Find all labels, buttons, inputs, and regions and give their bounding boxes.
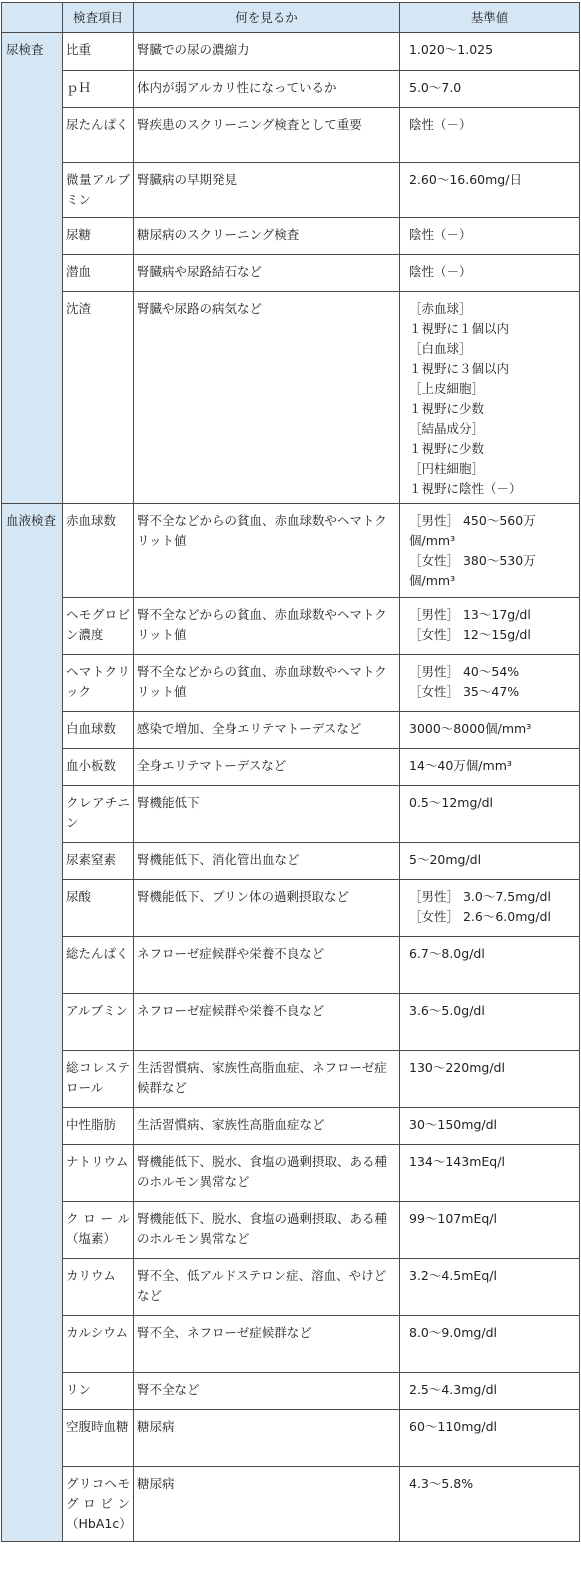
what-cell: 腎疾患のスクリーニング検査として重要 bbox=[134, 108, 400, 163]
item-cell: ヘマトクリック bbox=[63, 655, 134, 712]
table-row bbox=[2, 71, 580, 108]
header-row bbox=[2, 3, 580, 33]
item-cell: 尿糖 bbox=[63, 218, 134, 255]
item-cell: カリウム bbox=[63, 1259, 134, 1316]
table-row bbox=[2, 1051, 580, 1108]
standard-cell: 陰性（－） bbox=[400, 108, 580, 163]
table-row bbox=[2, 598, 580, 655]
table-row bbox=[2, 712, 580, 749]
standard-cell: 60～110mg/dl bbox=[400, 1410, 580, 1467]
item-cell: リン bbox=[63, 1373, 134, 1410]
what-cell: 腎不全などからの貧血、赤血球数やヘマトクリット値 bbox=[134, 598, 400, 655]
standard-cell: ［男性］ 13～17g/dl ［女性］ 12～15g/dl bbox=[400, 598, 580, 655]
what-cell: 腎機能低下 bbox=[134, 786, 400, 843]
table-row bbox=[2, 1316, 580, 1373]
what-cell: 糖尿病 bbox=[134, 1410, 400, 1467]
what-cell: 全身エリテマトーデスなど bbox=[134, 749, 400, 786]
what-cell: 感染で増加、全身エリテマトーデスなど bbox=[134, 712, 400, 749]
table-row bbox=[2, 1410, 580, 1467]
standard-cell: 130～220mg/dl bbox=[400, 1051, 580, 1108]
what-cell: 生活習慣病、家族性高脂血症など bbox=[134, 1108, 400, 1145]
item-cell: 白血球数 bbox=[63, 712, 134, 749]
table-row bbox=[2, 1145, 580, 1202]
item-cell: 総コレステロール bbox=[63, 1051, 134, 1108]
standard-cell: 1.020～1.025 bbox=[400, 33, 580, 71]
table-row bbox=[2, 1467, 580, 1542]
what-cell: ネフローゼ症候群や栄養不良など bbox=[134, 937, 400, 994]
item-cell: カルシウム bbox=[63, 1316, 134, 1373]
item-cell: グリコヘモグロビン（HbA1c） bbox=[63, 1467, 134, 1542]
standard-cell: ［赤血球］ １視野に１個以内 ［白血球］ １視野に３個以内 ［上皮細胞］ １視野に少数 ［結晶成分］ １視野に少数 ［円柱細胞］ １視野に陰性（－） bbox=[400, 292, 580, 504]
standard-cell: 6.7～8.0g/dl bbox=[400, 937, 580, 994]
standard-cell: 14～40万個/mm³ bbox=[400, 749, 580, 786]
what-cell: 腎機能低下、脱水、食塩の過剰摂取、ある種のホルモン異常など bbox=[134, 1202, 400, 1259]
table-row bbox=[2, 786, 580, 843]
header-category bbox=[2, 3, 63, 33]
item-cell: 尿酸 bbox=[63, 880, 134, 937]
item-cell: クレアチニン bbox=[63, 786, 134, 843]
category-cell: 尿検査 bbox=[2, 33, 63, 504]
standard-cell: 陰性（－） bbox=[400, 255, 580, 292]
standard-cell: 8.0～9.0mg/dl bbox=[400, 1316, 580, 1373]
item-cell: 赤血球数 bbox=[63, 504, 134, 598]
item-cell: 中性脂肪 bbox=[63, 1108, 134, 1145]
standard-cell: 2.60～16.60mg/日 bbox=[400, 163, 580, 218]
item-cell: 比重 bbox=[63, 33, 134, 71]
table-row bbox=[2, 255, 580, 292]
item-cell: 微量アルブミン bbox=[63, 163, 134, 218]
what-cell: 腎臓病の早期発見 bbox=[134, 163, 400, 218]
standard-cell: ［男性］ 40～54% ［女性］ 35～47% bbox=[400, 655, 580, 712]
header-what: 何を見るか bbox=[134, 3, 400, 33]
item-cell: 尿素窒素 bbox=[63, 843, 134, 880]
what-cell: 腎機能低下、プリン体の過剰摂取など bbox=[134, 880, 400, 937]
table-row bbox=[2, 504, 580, 598]
what-cell: 腎機能低下、消化管出血など bbox=[134, 843, 400, 880]
what-cell: 生活習慣病、家族性高脂血症、ネフローゼ症候群など bbox=[134, 1051, 400, 1108]
standard-cell: 3.2～4.5mEq/l bbox=[400, 1259, 580, 1316]
standard-cell: 陰性（－） bbox=[400, 218, 580, 255]
item-cell: ヘモグロビン濃度 bbox=[63, 598, 134, 655]
what-cell: 腎臓病や尿路結石など bbox=[134, 255, 400, 292]
table-row bbox=[2, 843, 580, 880]
item-cell: ｐＨ bbox=[63, 71, 134, 108]
standard-cell: 30～150mg/dl bbox=[400, 1108, 580, 1145]
table-row bbox=[2, 880, 580, 937]
standard-cell: 2.5～4.3mg/dl bbox=[400, 1373, 580, 1410]
table-row bbox=[2, 1202, 580, 1259]
exam-table bbox=[1, 2, 580, 1542]
standard-cell: 3.6～5.0g/dl bbox=[400, 994, 580, 1051]
standard-cell: 4.3～5.8% bbox=[400, 1467, 580, 1542]
table-row bbox=[2, 1108, 580, 1145]
header-item: 検査項目 bbox=[63, 3, 134, 33]
table-row bbox=[2, 163, 580, 218]
table-row bbox=[2, 994, 580, 1051]
table-row bbox=[2, 292, 580, 504]
what-cell: 体内が弱アルカリ性になっているか bbox=[134, 71, 400, 108]
item-cell: 血小板数 bbox=[63, 749, 134, 786]
standard-cell: 0.5～12mg/dl bbox=[400, 786, 580, 843]
table-row bbox=[2, 655, 580, 712]
table-row bbox=[2, 108, 580, 163]
category-cell: 血液検査 bbox=[2, 504, 63, 1542]
standard-cell: 5～20mg/dl bbox=[400, 843, 580, 880]
table-row bbox=[2, 749, 580, 786]
standard-cell: 3000～8000個/mm³ bbox=[400, 712, 580, 749]
what-cell: 腎不全、低アルドステロン症、溶血、やけどなど bbox=[134, 1259, 400, 1316]
standard-cell: 5.0～7.0 bbox=[400, 71, 580, 108]
item-cell: クロール（塩素） bbox=[63, 1202, 134, 1259]
standard-cell: 134～143mEq/l bbox=[400, 1145, 580, 1202]
standard-cell: ［男性］ 450～560万個/mm³ ［女性］ 380～530万個/mm³ bbox=[400, 504, 580, 598]
what-cell: 腎臓や尿路の病気など bbox=[134, 292, 400, 504]
standard-cell: ［男性］ 3.0～7.5mg/dl ［女性］ 2.6～6.0mg/dl bbox=[400, 880, 580, 937]
what-cell: 腎不全などからの貧血、赤血球数やヘマトクリット値 bbox=[134, 504, 400, 598]
table-row bbox=[2, 33, 580, 71]
what-cell: 腎臓での尿の濃縮力 bbox=[134, 33, 400, 71]
what-cell: 糖尿病 bbox=[134, 1467, 400, 1542]
item-cell: 空腹時血糖 bbox=[63, 1410, 134, 1467]
what-cell: 腎機能低下、脱水、食塩の過剰摂取、ある種のホルモン異常など bbox=[134, 1145, 400, 1202]
table-row bbox=[2, 937, 580, 994]
standard-cell: 99～107mEq/l bbox=[400, 1202, 580, 1259]
item-cell: 総たんぱく bbox=[63, 937, 134, 994]
item-cell: 沈渣 bbox=[63, 292, 134, 504]
item-cell: ナトリウム bbox=[63, 1145, 134, 1202]
item-cell: 尿たんぱく bbox=[63, 108, 134, 163]
table-row bbox=[2, 1373, 580, 1410]
what-cell: 腎不全などからの貧血、赤血球数やヘマトクリット値 bbox=[134, 655, 400, 712]
item-cell: アルブミン bbox=[63, 994, 134, 1051]
header-standard: 基準値 bbox=[400, 3, 580, 33]
what-cell: ネフローゼ症候群や栄養不良など bbox=[134, 994, 400, 1051]
what-cell: 糖尿病のスクリーニング検査 bbox=[134, 218, 400, 255]
what-cell: 腎不全、ネフローゼ症候群など bbox=[134, 1316, 400, 1373]
table-row bbox=[2, 1259, 580, 1316]
item-cell: 潜血 bbox=[63, 255, 134, 292]
what-cell: 腎不全など bbox=[134, 1373, 400, 1410]
table-row bbox=[2, 218, 580, 255]
